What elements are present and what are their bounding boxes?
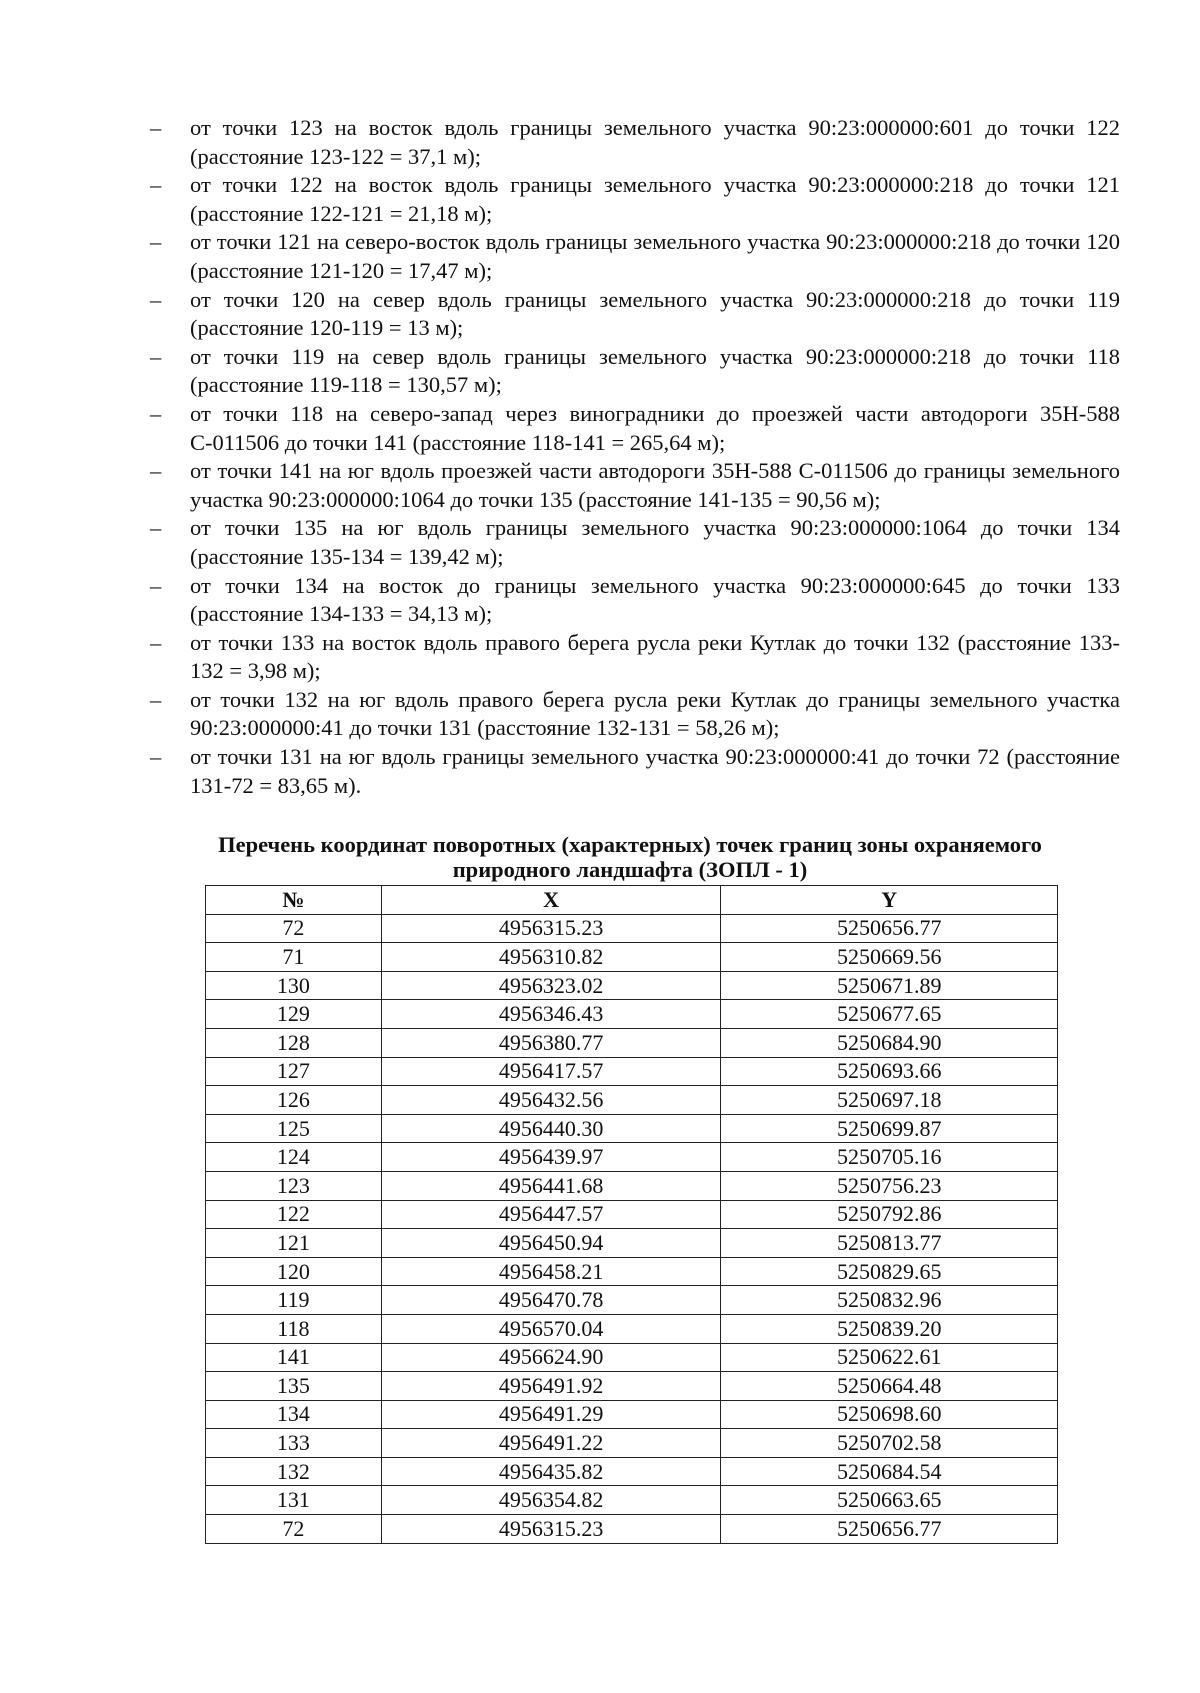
table-row [206, 1229, 1058, 1258]
bullet-dash: – [150, 172, 162, 198]
cell-point-number: 71 [206, 943, 382, 972]
cell-x: 4956315.23 [381, 1515, 721, 1544]
list-item-text: от точки 134 на восток до границы земельного участка 90:23:000000:645 до точки 133 (расстояние 134-133 = 34,13 м); [190, 572, 1120, 627]
cell-point-number: 120 [206, 1257, 382, 1286]
table-row [206, 1372, 1058, 1401]
boundary-description-list [150, 114, 1120, 800]
cell-y: 5250663.65 [721, 1486, 1058, 1515]
bullet-dash: – [150, 572, 162, 598]
list-item [150, 629, 1120, 686]
cell-x: 4956458.21 [381, 1257, 721, 1286]
cell-point-number: 131 [206, 1486, 382, 1515]
cell-y: 5250702.58 [721, 1429, 1058, 1458]
cell-x: 4956624.90 [381, 1343, 721, 1372]
cell-x: 4956440.30 [381, 1114, 721, 1143]
table-row [206, 1314, 1058, 1343]
cell-point-number: 72 [206, 914, 382, 943]
cell-y: 5250671.89 [721, 971, 1058, 1000]
cell-x: 4956491.29 [381, 1400, 721, 1429]
cell-x: 4956432.56 [381, 1086, 721, 1115]
cell-y: 5250832.96 [721, 1286, 1058, 1315]
list-item-text: от точки 132 на юг вдоль правого берега русла реки Кутлак до границы земельного участка 90:23:000000:41 до точки 131 (расстояние 132-131 = 58,26 м); [190, 686, 1120, 741]
column-header-y: Y [721, 886, 1058, 915]
bullet-dash: – [150, 686, 162, 712]
cell-y: 5250677.65 [721, 1000, 1058, 1029]
cell-point-number: 141 [206, 1343, 382, 1372]
table-row [206, 1028, 1058, 1057]
cell-point-number: 128 [206, 1028, 382, 1057]
cell-point-number: 122 [206, 1200, 382, 1229]
table-row [206, 1286, 1058, 1315]
cell-point-number: 126 [206, 1086, 382, 1115]
table-row [206, 1429, 1058, 1458]
cell-x: 4956570.04 [381, 1314, 721, 1343]
cell-x: 4956470.78 [381, 1286, 721, 1315]
table-header-row [206, 886, 1058, 915]
list-item-text: от точки 141 на юг вдоль проезжей части автодороги 35Н-588 С-011506 до границы земельного участка 90:23:000000:1064 до точки 135 (расстояние 141-135 = 90,56 м); [190, 458, 1120, 512]
cell-y: 5250684.90 [721, 1028, 1058, 1057]
cell-point-number: 130 [206, 971, 382, 1000]
bullet-dash: – [150, 400, 162, 426]
table-row [206, 1171, 1058, 1200]
cell-y: 5250622.61 [721, 1343, 1058, 1372]
cell-point-number: 119 [206, 1286, 382, 1315]
cell-y: 5250684.54 [721, 1457, 1058, 1486]
list-item-text: от точки 133 на восток вдоль правого берега русла реки Кутлак до точки 132 (расстояние 133-132 = 3,98 м); [190, 629, 1120, 684]
cell-x: 4956380.77 [381, 1028, 721, 1057]
table-row [206, 1457, 1058, 1486]
cell-y: 5250829.65 [721, 1257, 1058, 1286]
cell-point-number: 121 [206, 1229, 382, 1258]
cell-y: 5250693.66 [721, 1057, 1058, 1086]
list-item-text: от точки 120 на север вдоль границы земельного участка 90:23:000000:218 до точки 119 (расстояние 120-119 = 13 м); [190, 286, 1120, 341]
cell-y: 5250705.16 [721, 1143, 1058, 1172]
cell-point-number: 123 [206, 1171, 382, 1200]
table-row [206, 1086, 1058, 1115]
table-row [206, 943, 1058, 972]
column-header-x: X [381, 886, 721, 915]
list-item [150, 286, 1120, 343]
bullet-dash: – [150, 229, 162, 255]
cell-point-number: 134 [206, 1400, 382, 1429]
column-header-num: № [206, 886, 382, 915]
list-item-text: от точки 131 на юг вдоль границы земельного участка 90:23:000000:41 до точки 72 (расстояние 131-72 = 83,65 м). [190, 744, 1120, 798]
table-row [206, 1343, 1058, 1372]
bullet-dash: – [150, 286, 162, 312]
cell-y: 5250698.60 [721, 1400, 1058, 1429]
table-row [206, 1200, 1058, 1229]
table-row [206, 1515, 1058, 1544]
bullet-dash: – [150, 515, 162, 541]
cell-x: 4956354.82 [381, 1486, 721, 1515]
cell-y: 5250699.87 [721, 1114, 1058, 1143]
cell-point-number: 124 [206, 1143, 382, 1172]
list-item [150, 228, 1120, 285]
cell-y: 5250656.77 [721, 1515, 1058, 1544]
cell-point-number: 125 [206, 1114, 382, 1143]
cell-point-number: 129 [206, 1000, 382, 1029]
cell-point-number: 118 [206, 1314, 382, 1343]
list-item [150, 572, 1120, 629]
list-item-text: от точки 121 на северо-восток вдоль границы земельного участка 90:23:000000:218 до точки 120 (расстояние 121-120 = 17,47 м); [190, 229, 1120, 283]
cell-x: 4956491.22 [381, 1429, 721, 1458]
list-item [150, 743, 1120, 800]
table-row [206, 971, 1058, 1000]
list-item [150, 514, 1120, 571]
cell-x: 4956315.23 [381, 914, 721, 943]
cell-point-number: 133 [206, 1429, 382, 1458]
cell-x: 4956439.97 [381, 1143, 721, 1172]
bullet-dash: – [150, 744, 162, 770]
list-item [150, 686, 1120, 743]
list-item [150, 457, 1120, 514]
list-item [150, 171, 1120, 228]
table-row [206, 914, 1058, 943]
list-item [150, 343, 1120, 400]
bullet-dash: – [150, 343, 162, 369]
list-item-text: от точки 123 на восток вдоль границы земельного участка 90:23:000000:601 до точки 122 (расстояние 123-122 = 37,1 м); [190, 115, 1120, 169]
list-item-text: от точки 118 на северо-запад через виноградники до проезжей части автодороги 35Н-588 С-011506 до точки 141 (расстояние 118-141 = 265,64 м); [190, 400, 1120, 455]
table-row [206, 1400, 1058, 1429]
cell-point-number: 135 [206, 1372, 382, 1401]
cell-x: 4956310.82 [381, 943, 721, 972]
cell-x: 4956447.57 [381, 1200, 721, 1229]
cell-y: 5250669.56 [721, 943, 1058, 972]
cell-x: 4956435.82 [381, 1457, 721, 1486]
table-row [206, 1143, 1058, 1172]
cell-x: 4956346.43 [381, 1000, 721, 1029]
cell-point-number: 72 [206, 1515, 382, 1544]
cell-x: 4956450.94 [381, 1229, 721, 1258]
table-row [206, 1057, 1058, 1086]
cell-y: 5250697.18 [721, 1086, 1058, 1115]
bullet-dash: – [150, 115, 162, 140]
bullet-dash: – [150, 629, 162, 655]
list-item-text: от точки 122 на восток вдоль границы земельного участка 90:23:000000:218 до точки 121 (расстояние 122-121 = 21,18 м); [190, 172, 1120, 226]
table-row [206, 1486, 1058, 1515]
list-item [150, 400, 1120, 457]
cell-y: 5250839.20 [721, 1314, 1058, 1343]
list-item-text: от точки 119 на север вдоль границы земельного участка 90:23:000000:218 до точки 118 (расстояние 119-118 = 130,57 м); [190, 343, 1120, 398]
cell-y: 5250813.77 [721, 1229, 1058, 1258]
list-item [150, 114, 1120, 171]
cell-y: 5250792.86 [721, 1200, 1058, 1229]
cell-point-number: 132 [206, 1457, 382, 1486]
table-row [206, 1257, 1058, 1286]
table-row [206, 1114, 1058, 1143]
cell-x: 4956417.57 [381, 1057, 721, 1086]
cell-x: 4956491.92 [381, 1372, 721, 1401]
cell-y: 5250756.23 [721, 1171, 1058, 1200]
table-title: Перечень координат поворотных (характерных) точек границ зоны охраняемого природного ландшафта (ЗОПЛ - 1) [218, 832, 1042, 882]
coordinates-table [205, 885, 1058, 1544]
cell-x: 4956441.68 [381, 1171, 721, 1200]
table-row [206, 1000, 1058, 1029]
cell-x: 4956323.02 [381, 971, 721, 1000]
cell-y: 5250656.77 [721, 914, 1058, 943]
cell-y: 5250664.48 [721, 1372, 1058, 1401]
bullet-dash: – [150, 458, 162, 484]
list-item-text: от точки 135 на юг вдоль границы земельного участка 90:23:000000:1064 до точки 134 (расстояние 135-134 = 139,42 м); [190, 515, 1120, 569]
cell-point-number: 127 [206, 1057, 382, 1086]
